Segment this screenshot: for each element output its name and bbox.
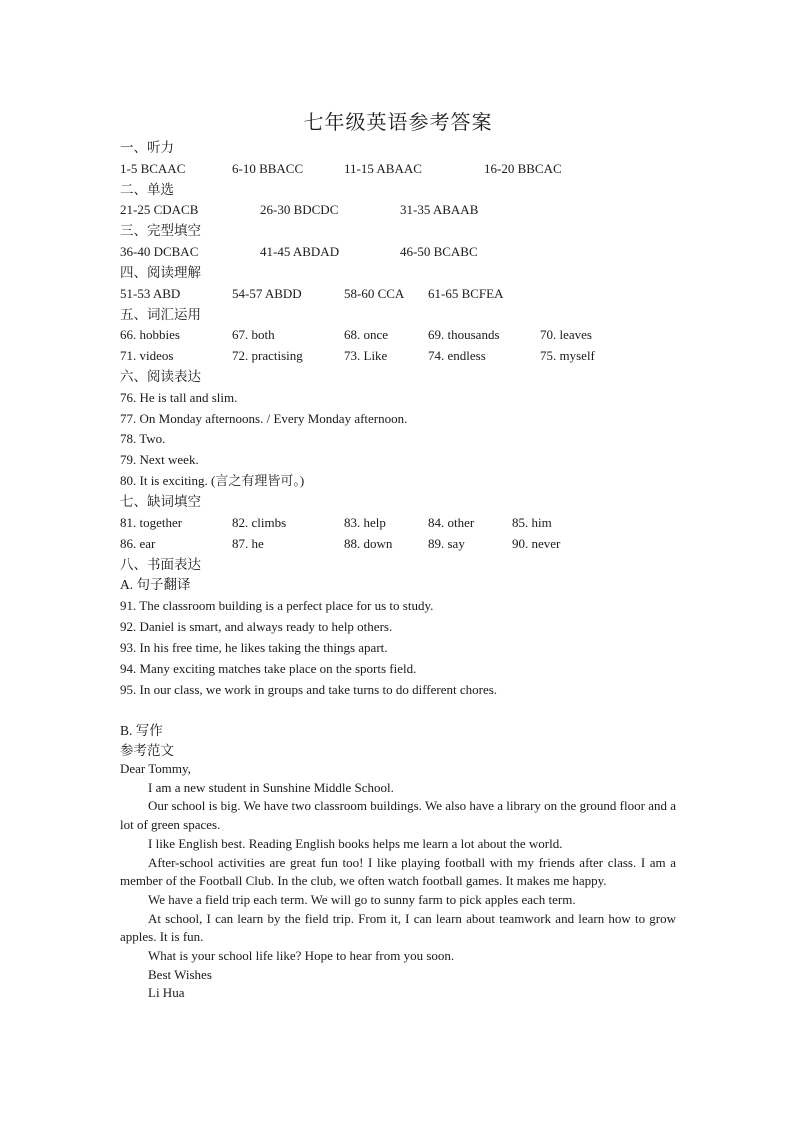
section-heading-vocabulary: 五、词汇运用 [120, 307, 201, 322]
answer-row-reading [120, 285, 676, 303]
essay-paragraph: After-school activities are great fun too! I like playing football with my friends after class. I am a member of the Football Club. In the club, we often watch football games. It makes me happy. [120, 854, 676, 889]
answer-cell: 72. practising [232, 348, 303, 363]
answer-line: 78. Two. [120, 431, 166, 446]
answer-cell: 51-53 ABD [120, 286, 181, 301]
answer-cell: 66. hobbies [120, 327, 180, 342]
answer-row-fill-blank-2 [120, 535, 676, 553]
answer-line: 91. The classroom building is a perfect place for us to study. [120, 598, 434, 613]
essay-paragraph: Our school is big. We have two classroom buildings. We also have a library on the ground floor and a lot of green spaces. [120, 798, 676, 833]
subheading-translation: A. 句子翻译 [120, 577, 191, 592]
answer-cell: 31-35 ABAAB [400, 202, 479, 217]
answer-line: 95. In our class, we work in groups and take turns to do different chores. [120, 682, 498, 697]
answer-cell: 75. myself [540, 348, 595, 363]
answer-line: 80. It is exciting. (言之有理皆可。) [120, 473, 305, 488]
answer-row-fill-blank-1 [120, 514, 676, 532]
answer-cell: 41-45 ABDAD [260, 244, 340, 259]
answer-line: 77. On Monday afternoons. / Every Monday afternoon. [120, 411, 408, 426]
section-heading-writing: 八、书面表达 [120, 557, 201, 572]
answer-line: 92. Daniel is smart, and always ready to help others. [120, 619, 393, 634]
answer-cell: 21-25 CDACB [120, 202, 199, 217]
essay-paragraph: What is your school life like? Hope to hear from you soon. [148, 948, 455, 964]
answer-cell: 81. together [120, 515, 183, 530]
section-heading-reading: 四、阅读理解 [120, 265, 201, 280]
essay-paragraph: We have a field trip each term. We will go to sunny farm to pick apples each term. [148, 891, 576, 907]
sample-essay [120, 760, 676, 1003]
answer-cell: 82. climbs [232, 515, 287, 530]
answer-cell: 58-60 CCA [344, 286, 405, 301]
section-heading-fill-blank: 七、缺词填空 [120, 494, 201, 509]
answer-line: 94. Many exciting matches take place on the sports field. [120, 661, 417, 676]
answer-cell: 73. Like [344, 348, 388, 363]
answer-cell: 86. ear [120, 536, 156, 551]
answer-row-cloze [120, 243, 676, 261]
answer-cell: 1-5 BCAAC [120, 161, 186, 176]
essay-paragraph: I like English best. Reading English books helps me learn a lot about the world. [148, 835, 563, 851]
answer-cell: 69. thousands [428, 327, 500, 342]
section-heading-cloze: 三、完型填空 [120, 223, 201, 238]
essay-signature: Li Hua [148, 985, 185, 1001]
section-heading-listening: 一、听力 [120, 140, 174, 155]
answer-cell: 83. help [344, 515, 386, 530]
answer-row-vocabulary-2 [120, 347, 676, 365]
subheading-writing: B. 写作 [120, 723, 163, 738]
section-heading-single-choice: 二、单选 [120, 182, 174, 197]
answer-line: 93. In his free time, he likes taking the things apart. [120, 640, 388, 655]
page-title: 七年级英语参考答案 [303, 112, 493, 134]
essay-paragraph: At school, I can learn by the field trip. From it, I can learn about teamwork and learn how to grow apples. It is fun. [120, 910, 676, 945]
answer-cell: 84. other [428, 515, 475, 530]
sample-essay-label: 参考范文 [120, 743, 174, 758]
answer-cell: 68. once [344, 327, 389, 342]
answer-row-listening [120, 160, 676, 178]
answer-cell: 87. he [232, 536, 264, 551]
answer-line: 76. He is tall and slim. [120, 390, 238, 405]
answer-row-vocabulary-1 [120, 326, 676, 344]
answer-cell: 70. leaves [540, 327, 592, 342]
essay-greeting: Dear Tommy, [120, 761, 191, 776]
essay-paragraph: I am a new student in Sunshine Middle School. [148, 779, 394, 795]
answer-cell: 6-10 BBACC [232, 161, 304, 176]
answer-cell: 89. say [428, 536, 465, 551]
answer-cell: 36-40 DCBAC [120, 244, 199, 259]
answer-cell: 90. never [512, 536, 561, 551]
answer-cell: 26-30 BDCDC [260, 202, 339, 217]
answer-cell: 85. him [512, 515, 552, 530]
answer-cell: 46-50 BCABC [400, 244, 478, 259]
answer-row-single-choice [120, 201, 676, 219]
answer-cell: 74. endless [428, 348, 486, 363]
answer-cell: 16-20 BBCAC [484, 161, 562, 176]
answer-cell: 71. videos [120, 348, 174, 363]
answer-cell: 67. both [232, 327, 275, 342]
essay-closing: Best Wishes [148, 966, 212, 982]
answer-cell: 54-57 ABDD [232, 286, 302, 301]
section-heading-reading-expression: 六、阅读表达 [120, 369, 201, 384]
answer-line: 79. Next week. [120, 452, 199, 467]
answer-cell: 61-65 BCFEA [428, 286, 504, 301]
answer-cell: 88. down [344, 536, 393, 551]
answer-cell: 11-15 ABAAC [344, 161, 422, 176]
